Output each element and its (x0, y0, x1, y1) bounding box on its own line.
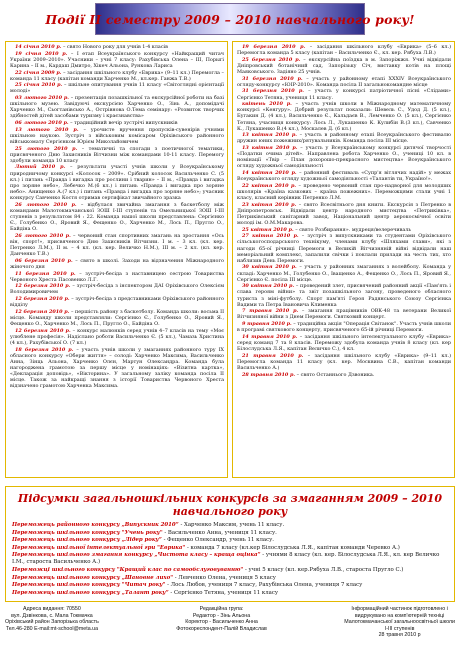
event-date: 12 березня 2010 р. (15, 283, 71, 290)
event-text: – засідання шкільного клубу «Еврика» (9–11 кл.) Перемогла команда 11 класу (кл. кер. Москвина С.В., капітан команди Васильченко А.) (237, 352, 451, 371)
footer-line: Коректор - Васильченко Анна (185, 619, 258, 626)
event-entry (237, 202, 451, 227)
event-date: 30 квітня 2010 р. (242, 264, 297, 271)
footer (5, 606, 455, 645)
event-entry (237, 264, 451, 282)
results-title: Підсумки загальношкільних конкурсів за змаганням 2009 – 2010 навчального року (17, 492, 443, 518)
result-award: Переможець шкільного конкурсу „Талант року” (12, 589, 169, 596)
result-winner: - Левченко Олена, учениця 5 класу (173, 574, 276, 581)
event-date: 13 квітня 2010 р. (242, 145, 298, 151)
event-entry (10, 82, 224, 94)
event-text: – засідання шкільного клубу «Еврика» (5–6 кл.) Перемогла команда 5 класу (капітан – Васильченко Є., кл. кер. Рябуха Л.В.) (237, 44, 451, 57)
event-entry (237, 88, 451, 100)
result-item (12, 582, 448, 589)
footer-address (5, 606, 99, 645)
event-entry (10, 51, 224, 69)
event-entry (10, 127, 224, 145)
result-award: Переможець шкільного змагання конкурсу „Чистота класу – краща оцінка” (12, 552, 261, 559)
result-winner: - команда 7 класу (кл.кер Білослудська Л.Я., капітан команди Черевко А.) (185, 544, 400, 551)
event-entry (10, 120, 224, 126)
result-item (12, 537, 448, 544)
event-date: 23 квітня 2010 р. (242, 201, 297, 208)
event-entry (10, 164, 224, 201)
event-text: – презентація позашкільної та екскурсійної роботи на базі шкільного музею. Завідуючі екскурсією Харченко О., Зінь А., допомідачі Харченко М., Сьогтанівсько А., Острівнова О.Тема семінару: «Розвиток творчих здібностей дітей засобами туризму і краєзнавства» (10, 95, 224, 120)
footer-line: Інформаційний частинок підготовлено і (351, 606, 448, 612)
footer-line: Фотокореспондент-Палій Владислав (176, 625, 267, 632)
event-date: 11 березня 2010 р. (15, 270, 76, 277)
event-date: 22 квітня 2010 р. (242, 182, 297, 189)
footer-line: Оріхівський район Запорізька область (5, 619, 99, 626)
event-text: – участь учнів школи у змаганнях районного туру ІХ обласного конкурсу «Обери життя» – солоді: Харченко Максима, Васильченко Анна, Зінць Альона, Харченко Олєн, Мартун Олександра. Команда була нагороджена грамотою за першу місце у номінаціях: «Візитна картка», «Декларація доповідь», «Вікторина». У загальному заліку команда посіла ІІ місце. Також за найкращі знання з історії Товариства Червоного Хреста відзначено грамотою Харченка Максима. (10, 346, 224, 390)
event-date: 26 лютого 2010 р. (15, 232, 71, 239)
result-award: Переможець шкільного конкурсу "Учень року" (12, 529, 163, 536)
event-text: – зустріч-бесіда з наставницею сестрою Товариства Червоного Хреста Пасовенко Л.Г. (10, 270, 224, 283)
event-date: 03 лютого 2010 р. (15, 95, 70, 101)
event-date: 26 лютого 2010 р. (15, 201, 77, 208)
footer-line: видрукувано на комп'ютерній техніці (354, 612, 445, 619)
event-date: 14 квітня 2010 р. (242, 170, 297, 176)
event-entry (10, 328, 224, 346)
event-text: – свято в школі. Заходи на відзначення Міжнародного жіночого дня (10, 257, 224, 270)
results-panel (5, 486, 455, 602)
event-entry (10, 309, 224, 327)
event-date: 13 лютого 2010 р. (15, 126, 79, 133)
event-entry (237, 145, 451, 170)
event-entry (237, 321, 451, 333)
result-item (12, 552, 448, 566)
result-award: Переможець шкільної інтелектуальної гри "Еврика" (12, 544, 186, 551)
event-text: – проведений злет, присвячений районний акції «Пам'ять і слава героям війни» та звіт позашкільного загону, проведеного обласного туриста з міні-футболу. Спорт пам'яті Героя Радянського Союзу Сергієнка Вадими та Петра Івановича Клименка (237, 283, 451, 308)
event-date: 31 березня 2010 р. (242, 88, 305, 95)
event-text: – участь у конкурсі патріотичної пісні «Слідами» Сергієнко Тетяна, учениця 11 класу. (237, 88, 451, 101)
result-winner: - Лось Любов, учениця 7 класу, Рахубівська Олена, учениця 7 класу (165, 582, 363, 589)
event-text: – першість району з баскетболу. Команда школи: восьма ІІ місце. Команду школи представляли: Сергієнко Є., Голубенко О., Яровий Я., Фещенко О., Харченко М., Лось П., Пругло О., Байдіна О. (10, 308, 225, 327)
event-date: 19 березня 2010 р. (242, 44, 306, 50)
event-entry (237, 233, 451, 264)
result-winner: - Васильченко Анна, учениця 11 класу. (162, 529, 277, 536)
event-text: – свято Розбирання». мудреця/велеречиваль (293, 226, 412, 233)
event-text: – засідання шкільного клубу «Еврика» (9–11 кл.) Перемогла – команда 11 класу (капітан команди Харченко М., кл.кер. Ганжа Т.В.) (10, 69, 224, 82)
event-entry (10, 95, 224, 120)
footer-line: 28 травня 2010 р (378, 632, 421, 639)
event-entry (237, 308, 451, 320)
events-column-right (232, 41, 455, 478)
event-date: 27 квітня 2010 р. (242, 233, 299, 240)
results-list (12, 522, 448, 597)
event-date: 14 січня 2010 р. (15, 44, 62, 50)
page-banner (45, 3, 415, 35)
event-text: – результати участі учнів школи у Всеукраїнському природничому конкурсі «Колосок – 2009». Срібний колосок Васильченко С. (5 кл.) і питань «Правда і вигадка про рослини і тварин» – ІІ м., «Правда і вигадка про зоряне небо», Лебечко М.(6 кл.) і питань «Правда і вигадка про зоряне небо». Анищенко А.(7 кл.) і питань «Правда і вигадка про зоряне небо»; учасник конкурсу Савченко Костя отримав сертифікат звичайного зразка (10, 164, 224, 201)
footer-editorial-team (176, 606, 267, 645)
event-text: – участь у Всеукраїнському конкурсі дитячої творчості «Податки очима дітей». Направлена робота Харченко О., учениці 10 кл. в номінації «Твір – План дохорошо-прекрасного мистецтва» Всеукраїнського огляду художньої самодіяльності (237, 145, 451, 170)
event-date: 9 травня 2010 р. (242, 321, 292, 327)
event-entry (237, 170, 451, 182)
event-date: 31 березня 2010 р. (242, 75, 303, 82)
event-text: – свято Останнього Дзвоника. (295, 371, 375, 378)
events-column-left (5, 41, 228, 478)
event-text: – традиційна акція "Операція Світанок". Участь учнів школи в програмі святкового концерту, присвяченого 65-ій річниці Перемоги. (237, 321, 451, 334)
event-entry (237, 353, 451, 371)
footer-line: Малотокмачанської загальноосвітньої школи (344, 619, 455, 626)
footer-line: Редакційна група: (199, 606, 244, 612)
event-text: – участь у районних змаганнях з волейболу. Команда у складі: Харченко М., Голубенко О., Іващенко А., Фещенко О., Лось П., Яровий Я., Сергієнко Є. посіла ІІІ місце. (237, 264, 451, 283)
event-date: 7 травня 2010 р. (242, 308, 299, 315)
result-item (12, 545, 448, 552)
events-list-right (237, 44, 451, 378)
result-award: Переможець районного конкурсу „Випускник 2010” (12, 522, 179, 528)
event-text: – районний фестиваль «Супр'я вітлячих надій» у межах Всеукраїнського огляду художньої самодіяльності «Талантів ти, Україно!». (237, 170, 451, 183)
result-item (12, 590, 448, 597)
footer-line: Тел.46-280 E-mail:mt-school@meta.ua (5, 625, 99, 632)
event-text: – участь учнів школи в Міжнародному математичному конкурсі «Кенгуру». Добрий результат показали: Шевель С., Удод Д. (5 кл.), Бугакин Д. (4 кл.), Васильченко Є., Кальдаєв В., Лемченко О. (5 кл.), Сергієнко Тетяна, учасниця конкурсу: Лось Л., Лукашенко К. Кулибін В.(3 кл.), Савченко К., Лукашенко В.(4 кл.), Москалев Д. (6 кл.) (237, 101, 451, 132)
events-list-left (10, 44, 224, 389)
event-text: – засідання шкільного інтелектуального клубу «Еврика» серед команд 7 та 8 класів. Переможу здобула команда учнів 8 класу (кл. кер Білослудська Л.Я., капітан Величко С.), 4 кл. (237, 333, 451, 352)
event-entry (10, 44, 224, 50)
event-entry (10, 202, 224, 233)
event-entry (10, 258, 224, 270)
event-entry (10, 146, 224, 164)
event-entry (10, 283, 224, 295)
footer-line: Адреса видання: 70550 (23, 606, 81, 612)
event-text: – відбулася звичайна змагання з баскетболу між командами Малотокмачанської ЗОШ І-ІІІ ступенів та Омельницької ЗОШ І-ІІІ ступенів з результатом 84 : 22. Команда нашої школи представлена: Сергієнко Є., Голубенко О., Яровий Я., Фещенко О., Харченко М., Лось П., Пругло О., Байдіна О. (10, 201, 224, 233)
footer-line: вул. Дзвінкова, с. Мала Токмачка (11, 612, 93, 619)
event-entry (237, 283, 451, 308)
event-date: 13 квітня 2010 р. (242, 132, 297, 139)
event-text: – конкурс малюнків серед учнів 4–7 класів на тему «Моє улюблене професія». Надіслано роботи Васильченко Є. (5 кл.), Чамазь Христина (4 кл.), Рахубівської О. (7 кл.) (10, 327, 225, 346)
event-date: 12 березня 2010 р. (15, 296, 70, 302)
event-date: 25 лютого 2010 р. (15, 145, 78, 152)
event-text: – участь у районному етапі ХХХІV Всеукраїнського огляду-конкурсу «ЮІР-2010». Команда посіла ІІ загальнокомандне місце (237, 75, 451, 88)
event-text: – урочисте вручення пропусків-сувенірів учнями шкільною наукою. Зустріч з військовим комісаром Оріхівського районного військкомату Сергієнком Юрієм Миколайовичем (10, 126, 224, 145)
event-entry (237, 76, 451, 88)
event-date: 25 квітня 2010 р. (242, 226, 294, 233)
result-winner: - учнями 8 класу (кл. кер. Білослудська Л.Я., кл. кер Величко І.М., староста Васильченко А.) (12, 552, 440, 566)
event-entry (10, 347, 224, 390)
event-entry (237, 44, 451, 56)
event-date: 12 березня 2010 р. (15, 308, 70, 315)
footer-line: І-ІІІ ступенів (384, 625, 415, 632)
event-text: – традиційний вечір зустрічі випускників (68, 120, 178, 126)
event-date: 30 квітня 2010 р. (242, 283, 295, 290)
event-text: – свято Всесвітнього дня книги. Екскурсія з Петренко в Дніпропетровськ. Відвідали центр народного мистецтва «Петриківка», Петриківський санітарний завод, Національний центр аерокосмічної освіти молоді ім. О.М.Макарова. (237, 201, 451, 226)
event-entry (237, 101, 451, 132)
event-date: 18 березня 2010 р. (15, 346, 74, 353)
result-winner: - Фещенко Олександр, учень 11 класу. (161, 537, 275, 544)
result-award: Переможець шкільного конкурсу „Шановне лихо" (12, 574, 174, 581)
event-date: Лютий 2010 р. (15, 164, 66, 171)
result-winner: - Харченко Максим, учень 11 класу. (178, 522, 285, 528)
footer-line: Редактор - Зінь Альона (192, 612, 251, 619)
event-entry (237, 132, 451, 144)
event-entry (10, 70, 224, 82)
result-item (12, 530, 448, 537)
event-date: 28 травня 2010 р. (242, 371, 296, 378)
event-text: – зустріч-бесіда з представниками Оріхівського районного відділу (10, 296, 224, 309)
event-entry (237, 183, 451, 201)
event-date: 14 травня 2010 р. (242, 333, 298, 340)
event-entry (237, 227, 451, 233)
result-item (12, 567, 448, 574)
event-entry (237, 57, 451, 75)
event-date: 25 березня 2010 р. (242, 56, 301, 63)
event-text: – екскурсійна поїздка в м. Запоріжжя. Учні відвідали Дніпровський ботанічний сад, Запорізьку Січ, виставку котів на площі Маяковського. Задіяно 25 учнів. (237, 56, 452, 75)
event-text: – І етап Всеукраїнського конкурсу «Найкращий читач України 2009–2010». Учасники – учні 7 класу: Рахубівська Олена – ІІІ, Порыгі Карина – ІІ м., Кардаш Дмитро, Хікеч Альона, Рункова Лариса (10, 50, 224, 69)
event-date: 06 лютого 2010 р. (15, 120, 69, 126)
event-text: – зустріч з випускниками та студентами Оріхівського сільськогосподарського технікуму, членами клубу «Шляхами слави», які з нагоди 65-ої річниці Перемоги в Великій Вітчизняній війні відвідали наш меморіальний комплекс, запалили свічки і поклали прилади на честь тих, хто наблизив День Перемоги. (237, 233, 451, 264)
result-item (12, 522, 448, 529)
event-entry (237, 372, 451, 378)
event-date: 21 травня 2010 р. (242, 352, 304, 359)
event-text: – свято Нового року для учнів 1-4 класів (61, 44, 168, 50)
event-text: – тематичні та спогади з поетичногої тематики, присвяченого Дню Захисників Вітчизни між командами 10-11 класу. Перемогу здобули команда 10 класу (10, 145, 224, 164)
event-text: – участь в районному етапі Всеукраїнського фестивалю дружин юних пожежних/рятувальників. Команда посіла ІІІ місце. (237, 132, 451, 145)
event-date: квітень 2010 р. (242, 101, 292, 108)
result-winner: - Сергієнко Тетяна, учениця 11 класу (168, 589, 279, 596)
event-entry (10, 271, 224, 283)
event-entry (237, 334, 451, 352)
result-award: Переможець шкільного конкурсу "Читач року" (12, 582, 166, 589)
result-award: Переможець шкільного конкурсу „Лідер року” (12, 537, 162, 544)
event-date: 06 березня 2010 р. (15, 257, 73, 264)
event-date: 19 січня 2010 р. (15, 50, 68, 57)
event-entry (10, 296, 224, 308)
footer-print-info (344, 606, 455, 645)
event-text: – червоний стан спортивних змагань на зростання «Ось він, спорт!», присвяченого Дню Захисників Вітчизни. І м. – 3 кл. (кл. кер. Петренко Л.М.), ІІ м. – 4 кл. (кл. кер. Величко Н.М.), ІІІ м. – 2 кл. (кл. кер. Данченко Т.В.) (10, 232, 224, 258)
result-award: Переможці шкільного конкурсу "Кращий клас по самообслуговуванню" (12, 567, 244, 574)
result-winner: - учні 5 класу (кл. кер.Рябуха Л.В., староста Пругло С.) (243, 567, 404, 574)
event-date: 12 березня 2010 р. (15, 327, 71, 334)
result-item (12, 575, 448, 582)
event-text: – зустріч-бесіда з інспектором ДАІ Оріхівського Олексієм Володимировичем (10, 283, 224, 296)
event-date: 25 січня 2010 р. (15, 82, 63, 89)
event-text: – проведено червоний стан про-надворної для молодших школярів «Країна казкових – країна пожежних». Переможцями стали учні 1 класу, класний керівник Петренко Л.М. (237, 182, 451, 201)
banner-title: Події ІІ семестру 2009 – 2010 навчального року! (45, 11, 415, 27)
event-text: – змагання працівників ОВК-48 та ветерани Великої Вітчизняної війни з Днем Перемоги. Святковий концерт. (237, 308, 451, 321)
event-entry (10, 233, 224, 258)
event-date: 22 січня 2009 р. (15, 69, 62, 76)
event-text: – шкільне опитування учнів 11 класу «Світоглядні орієнтації молоді» (10, 82, 224, 95)
